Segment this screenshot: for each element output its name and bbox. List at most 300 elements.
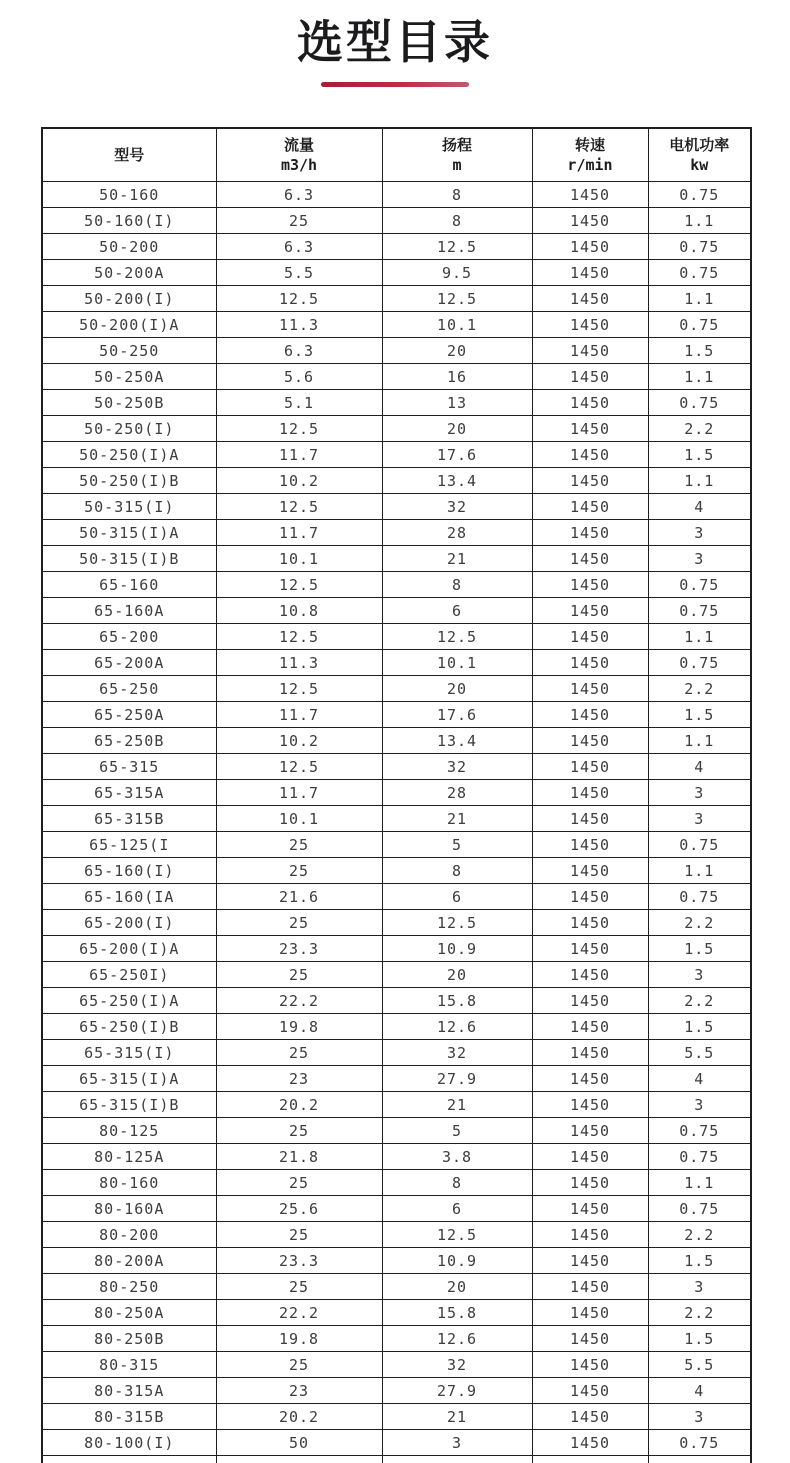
cell-speed: 1450 xyxy=(532,364,648,390)
cell-power: 2.2 xyxy=(648,676,751,702)
cell-speed: 1450 xyxy=(532,494,648,520)
cell-flow: 20.2 xyxy=(216,1404,382,1430)
cell-flow: 6.3 xyxy=(216,182,382,208)
cell-speed: 1450 xyxy=(532,962,648,988)
col-unit-power: kw xyxy=(690,156,709,175)
cell-head: 3 xyxy=(382,1430,532,1456)
cell-speed: 1450 xyxy=(532,702,648,728)
cell-power: 3 xyxy=(648,1092,751,1118)
cell-model: 80-315B xyxy=(42,1404,216,1430)
table-row xyxy=(42,858,751,884)
cell-head: 10.1 xyxy=(382,650,532,676)
cell-flow: 23 xyxy=(216,1378,382,1404)
cell-speed: 1450 xyxy=(532,1040,648,1066)
cell-model: 65-200 xyxy=(42,624,216,650)
cell-power: 0.75 xyxy=(648,572,751,598)
title-underline-bar xyxy=(321,82,469,87)
cell-power: 3 xyxy=(648,546,751,572)
cell-head: 12.6 xyxy=(382,1326,532,1352)
cell-head: 20 xyxy=(382,676,532,702)
col-label-model: 型号 xyxy=(114,146,145,165)
cell-speed: 1450 xyxy=(532,624,648,650)
table-row xyxy=(42,1300,751,1326)
cell-model: 50-315(I)B xyxy=(42,546,216,572)
cell-power: 1.1 xyxy=(648,624,751,650)
table-row xyxy=(42,260,751,286)
cell-model: 80-125 xyxy=(42,1118,216,1144)
table-row xyxy=(42,1118,751,1144)
table-row xyxy=(42,1170,751,1196)
cell-flow: 25 xyxy=(216,1274,382,1300)
cell-flow: 10.2 xyxy=(216,728,382,754)
table-row xyxy=(42,1066,751,1092)
cell-model: 80-250 xyxy=(42,1274,216,1300)
cell-speed: 1450 xyxy=(532,832,648,858)
cell-model: 80-100(I) xyxy=(42,1430,216,1456)
cell-power: 0.75 xyxy=(648,832,751,858)
cell-flow: 20.2 xyxy=(216,1092,382,1118)
cell-head: 5 xyxy=(382,1118,532,1144)
cell-flow: 25 xyxy=(216,1118,382,1144)
table-row xyxy=(42,1274,751,1300)
cell-speed: 1450 xyxy=(532,468,648,494)
table-row xyxy=(42,286,751,312)
cell-power: 0.75 xyxy=(648,1118,751,1144)
cell-flow: 21.6 xyxy=(216,884,382,910)
cell-head: 20 xyxy=(382,1274,532,1300)
cell-power: 4 xyxy=(648,494,751,520)
cell-flow: 25 xyxy=(216,208,382,234)
cell-model: 65-250I) xyxy=(42,962,216,988)
cell-speed: 1450 xyxy=(532,1144,648,1170)
col-header-head xyxy=(382,128,532,182)
cell-power: 0.75 xyxy=(648,182,751,208)
cell-model: 65-250(I)A xyxy=(42,988,216,1014)
table-row xyxy=(42,1040,751,1066)
table-clipped-partial-row xyxy=(42,1456,751,1463)
cell-head: 6 xyxy=(382,598,532,624)
cell-flow: 5.1 xyxy=(216,390,382,416)
cell-head: 13 xyxy=(382,390,532,416)
cell-model: 65-315(I)B xyxy=(42,1092,216,1118)
cell-power: 3 xyxy=(648,1274,751,1300)
cell-head: 28 xyxy=(382,520,532,546)
cell-speed: 1450 xyxy=(532,1222,648,1248)
cell-power: 1.1 xyxy=(648,286,751,312)
cell-speed: 1450 xyxy=(532,208,648,234)
cell-flow: 11.7 xyxy=(216,442,382,468)
cell-head: 8 xyxy=(382,1170,532,1196)
cell-head: 6 xyxy=(382,1196,532,1222)
table-row xyxy=(42,338,751,364)
cell-power: 1.5 xyxy=(648,338,751,364)
cell-head: 8 xyxy=(382,208,532,234)
cell-head: 21 xyxy=(382,546,532,572)
cell-model: 50-200(I)A xyxy=(42,312,216,338)
cell-model: 65-250 xyxy=(42,676,216,702)
cell-power: 2.2 xyxy=(648,988,751,1014)
table-row xyxy=(42,988,751,1014)
table-row xyxy=(42,936,751,962)
table-row xyxy=(42,234,751,260)
cell-head: 32 xyxy=(382,1352,532,1378)
cell-model: 50-315(I) xyxy=(42,494,216,520)
cell-model: 65-125(I xyxy=(42,832,216,858)
cell-speed: 1450 xyxy=(532,520,648,546)
cell-flow: 12.5 xyxy=(216,572,382,598)
table-row xyxy=(42,1092,751,1118)
cell-head: 32 xyxy=(382,1040,532,1066)
cell-power: 1.5 xyxy=(648,1014,751,1040)
cell-head: 10.9 xyxy=(382,936,532,962)
table-row xyxy=(42,702,751,728)
cell-head: 12.5 xyxy=(382,1222,532,1248)
cell-speed: 1450 xyxy=(532,1404,648,1430)
table-row xyxy=(42,962,751,988)
cell-speed: 1450 xyxy=(532,390,648,416)
cell-head: 27.9 xyxy=(382,1066,532,1092)
cell-flow: 22.2 xyxy=(216,988,382,1014)
cell-head: 20 xyxy=(382,416,532,442)
cell-speed: 1450 xyxy=(532,286,648,312)
table-row xyxy=(42,624,751,650)
table-row xyxy=(42,1430,751,1456)
table-row xyxy=(42,312,751,338)
cell-flow: 12.5 xyxy=(216,754,382,780)
cell-model: 80-315 xyxy=(42,1352,216,1378)
cell-model: 65-200(I) xyxy=(42,910,216,936)
cell-speed: 1450 xyxy=(532,910,648,936)
cell-flow: 25 xyxy=(216,1040,382,1066)
cell-head: 28 xyxy=(382,780,532,806)
cell-model: 65-315(I)A xyxy=(42,1066,216,1092)
cell-power: 1.1 xyxy=(648,468,751,494)
cell-speed: 1450 xyxy=(532,1274,648,1300)
table-row xyxy=(42,1352,751,1378)
cell-flow: 21.8 xyxy=(216,1144,382,1170)
cell-head: 27.9 xyxy=(382,1378,532,1404)
cell-speed: 1450 xyxy=(532,780,648,806)
cell-head: 8 xyxy=(382,182,532,208)
cell-model: 50-160(I) xyxy=(42,208,216,234)
cell-model: 65-315A xyxy=(42,780,216,806)
cell-speed: 1450 xyxy=(532,1014,648,1040)
cell-model: 80-125A xyxy=(42,1144,216,1170)
table-row xyxy=(42,598,751,624)
cell-power: 0.75 xyxy=(648,312,751,338)
header-row xyxy=(42,128,751,182)
cell-flow: 19.8 xyxy=(216,1014,382,1040)
table-row xyxy=(42,780,751,806)
table-row xyxy=(42,468,751,494)
table-row xyxy=(42,832,751,858)
cell-head: 13.4 xyxy=(382,468,532,494)
cell-flow: 23.3 xyxy=(216,1248,382,1274)
cell-speed: 1450 xyxy=(532,1300,648,1326)
table-row xyxy=(42,364,751,390)
cell-model: 50-160 xyxy=(42,182,216,208)
cell-head: 20 xyxy=(382,338,532,364)
cell-model: 65-315B xyxy=(42,806,216,832)
cell-model: 80-200A xyxy=(42,1248,216,1274)
cell-speed: 1450 xyxy=(532,546,648,572)
cell-speed: 1450 xyxy=(532,1066,648,1092)
cell-power: 4 xyxy=(648,1378,751,1404)
cell-power: 5.5 xyxy=(648,1040,751,1066)
cell-flow: 50 xyxy=(216,1430,382,1456)
table-row xyxy=(42,442,751,468)
cell-speed: 1450 xyxy=(532,312,648,338)
cell-head: 20 xyxy=(382,962,532,988)
partial-row xyxy=(42,1456,751,1463)
cell-flow: 11.3 xyxy=(216,312,382,338)
col-label-flow: 流量 xyxy=(283,135,314,154)
cell-head: 12.5 xyxy=(382,624,532,650)
cell-power: 1.5 xyxy=(648,442,751,468)
cell-speed: 1450 xyxy=(532,936,648,962)
table-row xyxy=(42,1404,751,1430)
cell-model: 50-250(I) xyxy=(42,416,216,442)
cell-flow: 12.5 xyxy=(216,286,382,312)
cell-power: 1.1 xyxy=(648,208,751,234)
table-row xyxy=(42,910,751,936)
cell-model: 80-160 xyxy=(42,1170,216,1196)
cell-flow: 10.8 xyxy=(216,598,382,624)
cell-speed: 1450 xyxy=(532,1326,648,1352)
cell-model: 50-250A xyxy=(42,364,216,390)
cell-power: 0.75 xyxy=(648,234,751,260)
cell-flow: 25.6 xyxy=(216,1196,382,1222)
cell-power: 3 xyxy=(648,1404,751,1430)
cell-head: 8 xyxy=(382,858,532,884)
cell-power: 1.1 xyxy=(648,1170,751,1196)
table-header xyxy=(42,128,751,182)
cell-model: 65-250B xyxy=(42,728,216,754)
cell-power: 0.75 xyxy=(648,650,751,676)
table-row xyxy=(42,1326,751,1352)
table-row xyxy=(42,1196,751,1222)
table-row xyxy=(42,754,751,780)
table-row xyxy=(42,520,751,546)
cell-head: 6 xyxy=(382,884,532,910)
cell-head: 32 xyxy=(382,754,532,780)
cell-flow: 22.2 xyxy=(216,1300,382,1326)
cell-speed: 1450 xyxy=(532,442,648,468)
col-header-power xyxy=(648,128,751,182)
cell-model: 80-315A xyxy=(42,1378,216,1404)
cell-flow: 25 xyxy=(216,858,382,884)
cell-power: 1.5 xyxy=(648,1248,751,1274)
cell-speed: 1450 xyxy=(532,1430,648,1456)
cell-power: 1.1 xyxy=(648,858,751,884)
cell-model: 65-250A xyxy=(42,702,216,728)
cell-model: 65-160A xyxy=(42,598,216,624)
cell-model: 80-200 xyxy=(42,1222,216,1248)
cell-head: 10.1 xyxy=(382,312,532,338)
cell-speed: 1450 xyxy=(532,182,648,208)
cell-flow: 25 xyxy=(216,1222,382,1248)
page-title: 选型目录 xyxy=(297,15,493,69)
table-row xyxy=(42,1378,751,1404)
cell-model: 65-315(I) xyxy=(42,1040,216,1066)
cell-head: 17.6 xyxy=(382,702,532,728)
cell-model: 50-315(I)A xyxy=(42,520,216,546)
table-row xyxy=(42,728,751,754)
cell-speed: 1450 xyxy=(532,1092,648,1118)
cell-power: 1.5 xyxy=(648,1326,751,1352)
table-row xyxy=(42,1014,751,1040)
cell-power: 0.75 xyxy=(648,390,751,416)
cell-head: 16 xyxy=(382,364,532,390)
cell-power: 1.5 xyxy=(648,702,751,728)
cell-speed: 1450 xyxy=(532,416,648,442)
cell-power: 3 xyxy=(648,520,751,546)
table-row xyxy=(42,182,751,208)
cell-head: 17.6 xyxy=(382,442,532,468)
table-row xyxy=(42,884,751,910)
selection-catalog-table xyxy=(41,127,752,1463)
cell-head: 13.4 xyxy=(382,728,532,754)
col-unit-speed: r/min xyxy=(567,156,613,175)
cell-speed: 1450 xyxy=(532,728,648,754)
cell-speed: 1450 xyxy=(532,806,648,832)
cell-head: 12.5 xyxy=(382,234,532,260)
cell-flow: 11.7 xyxy=(216,702,382,728)
cell-speed: 1450 xyxy=(532,754,648,780)
table-row xyxy=(42,676,751,702)
cell-speed: 1450 xyxy=(532,884,648,910)
cell-head: 3.8 xyxy=(382,1144,532,1170)
cell-power: 2.2 xyxy=(648,910,751,936)
cell-flow: 11.3 xyxy=(216,650,382,676)
cell-model: 65-200A xyxy=(42,650,216,676)
cell-flow: 25 xyxy=(216,910,382,936)
cell-model: 50-200A xyxy=(42,260,216,286)
cell-head: 21 xyxy=(382,1092,532,1118)
cell-speed: 1450 xyxy=(532,676,648,702)
cell-flow: 25 xyxy=(216,832,382,858)
cell-flow: 10.2 xyxy=(216,468,382,494)
cell-flow: 11.7 xyxy=(216,780,382,806)
cell-head: 12.6 xyxy=(382,1014,532,1040)
cell-head: 12.5 xyxy=(382,286,532,312)
table-row xyxy=(42,208,751,234)
cell-model: 65-315 xyxy=(42,754,216,780)
cell-power: 3 xyxy=(648,780,751,806)
table-row xyxy=(42,1248,751,1274)
cell-power: 0.75 xyxy=(648,260,751,286)
col-header-flow xyxy=(216,128,382,182)
cell-power: 1.1 xyxy=(648,364,751,390)
cell-speed: 1450 xyxy=(532,858,648,884)
table-row xyxy=(42,806,751,832)
cell-flow: 5.6 xyxy=(216,364,382,390)
col-header-speed xyxy=(532,128,648,182)
cell-head: 15.8 xyxy=(382,1300,532,1326)
cell-speed: 1450 xyxy=(532,260,648,286)
table-row xyxy=(42,1222,751,1248)
cell-model: 65-160(I) xyxy=(42,858,216,884)
cell-power: 3 xyxy=(648,962,751,988)
col-unit-flow: m3/h xyxy=(280,156,318,175)
cell-head: 5 xyxy=(382,832,532,858)
col-label-power: 电机功率 xyxy=(669,135,730,154)
cell-head: 10.9 xyxy=(382,1248,532,1274)
cell-head: 21 xyxy=(382,1404,532,1430)
cell-flow: 6.3 xyxy=(216,234,382,260)
cell-flow: 23 xyxy=(216,1066,382,1092)
cell-speed: 1450 xyxy=(532,1170,648,1196)
col-label-speed: 转速 xyxy=(574,135,605,154)
cell-model: 50-250(I)B xyxy=(42,468,216,494)
cell-model: 80-160A xyxy=(42,1196,216,1222)
cell-head: 15.8 xyxy=(382,988,532,1014)
cell-speed: 1450 xyxy=(532,338,648,364)
cell-power: 0.75 xyxy=(648,1144,751,1170)
cell-model: 50-200(I) xyxy=(42,286,216,312)
cell-speed: 1450 xyxy=(532,598,648,624)
cell-power: 4 xyxy=(648,754,751,780)
col-header-model xyxy=(42,128,216,182)
cell-power: 4 xyxy=(648,1066,751,1092)
cell-model: 80-250B xyxy=(42,1326,216,1352)
cell-speed: 1450 xyxy=(532,572,648,598)
col-unit-head: m xyxy=(452,156,462,175)
cell-model: 65-200(I)A xyxy=(42,936,216,962)
cell-power: 1.1 xyxy=(648,728,751,754)
cell-power: 3 xyxy=(648,806,751,832)
cell-speed: 1450 xyxy=(532,988,648,1014)
cell-model: 80-250A xyxy=(42,1300,216,1326)
table-row xyxy=(42,390,751,416)
cell-power: 0.75 xyxy=(648,884,751,910)
cell-power: 1.5 xyxy=(648,936,751,962)
cell-flow: 12.5 xyxy=(216,494,382,520)
cell-flow: 5.5 xyxy=(216,260,382,286)
cell-speed: 1450 xyxy=(532,1118,648,1144)
table-row xyxy=(42,650,751,676)
cell-flow: 10.1 xyxy=(216,806,382,832)
cell-power: 2.2 xyxy=(648,416,751,442)
cell-power: 0.75 xyxy=(648,1196,751,1222)
cell-flow: 12.5 xyxy=(216,416,382,442)
cell-model: 65-160(IA xyxy=(42,884,216,910)
cell-model: 50-250 xyxy=(42,338,216,364)
cell-power: 5.5 xyxy=(648,1352,751,1378)
cell-power: 2.2 xyxy=(648,1222,751,1248)
cell-head: 21 xyxy=(382,806,532,832)
table-row xyxy=(42,1144,751,1170)
cell-flow: 6.3 xyxy=(216,338,382,364)
cell-power: 2.2 xyxy=(648,1300,751,1326)
cell-model: 50-250(I)A xyxy=(42,442,216,468)
cell-head: 8 xyxy=(382,572,532,598)
table-row xyxy=(42,546,751,572)
cell-flow: 25 xyxy=(216,962,382,988)
cell-model: 65-160 xyxy=(42,572,216,598)
table-row xyxy=(42,416,751,442)
cell-power: 0.75 xyxy=(648,1430,751,1456)
cell-flow: 25 xyxy=(216,1352,382,1378)
cell-speed: 1450 xyxy=(532,1352,648,1378)
cell-flow: 12.5 xyxy=(216,624,382,650)
cell-flow: 12.5 xyxy=(216,676,382,702)
cell-flow: 25 xyxy=(216,1170,382,1196)
cell-model: 50-250B xyxy=(42,390,216,416)
cell-speed: 1450 xyxy=(532,1248,648,1274)
cell-model: 65-250(I)B xyxy=(42,1014,216,1040)
col-label-head: 扬程 xyxy=(441,135,472,154)
